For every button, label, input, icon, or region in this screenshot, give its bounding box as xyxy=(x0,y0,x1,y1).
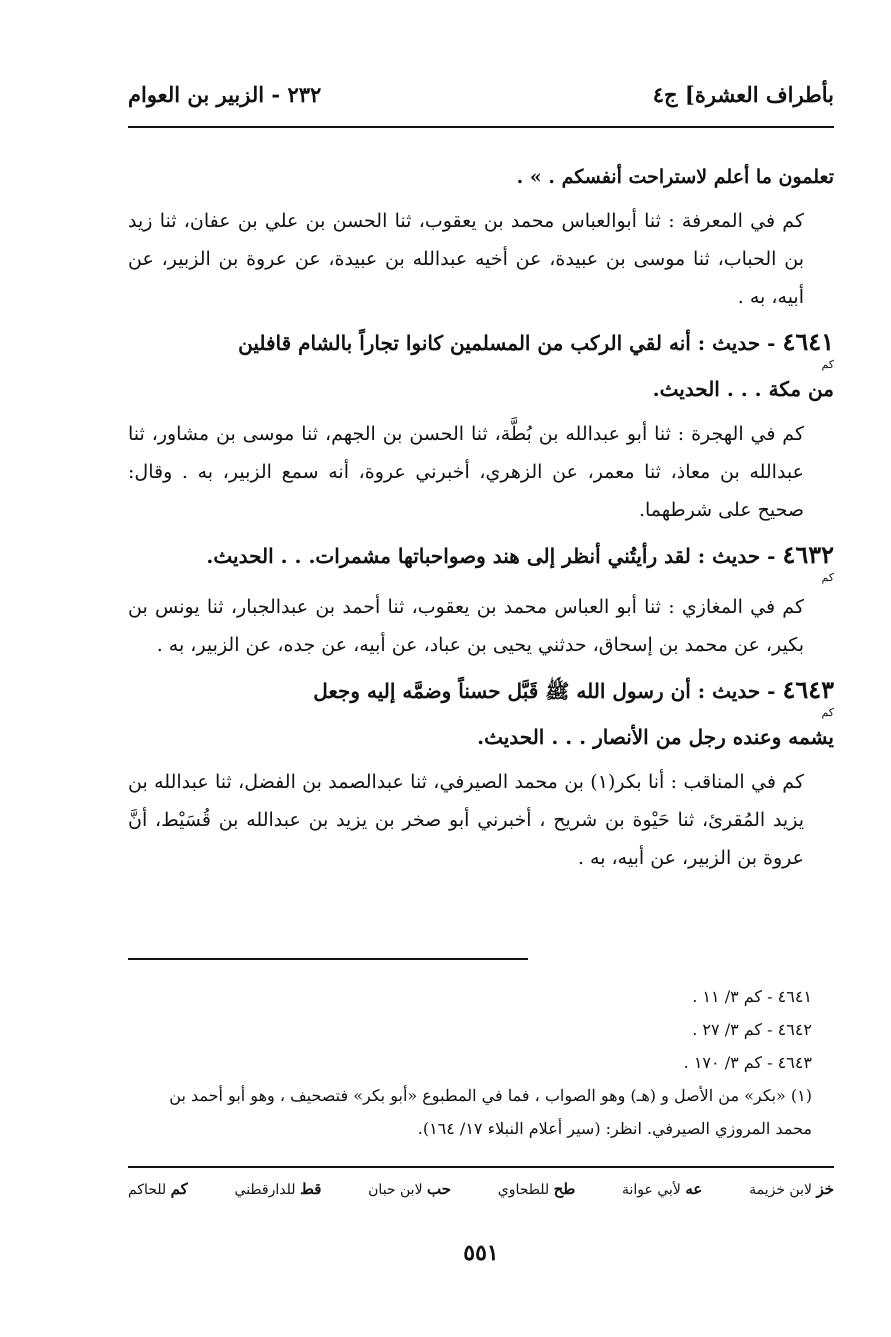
hadith-text: - حديث : أنه لقي الركب من المسلمين كانوا تجاراً بالشام قافلين xyxy=(238,331,776,355)
legend-item xyxy=(235,1180,322,1198)
footnote-line: ٤٦٤١ - كم ٣/ ١١ . xyxy=(692,987,812,1006)
legend-item xyxy=(749,1180,834,1198)
legend-label: لابن خزيمة xyxy=(749,1182,812,1198)
paragraph-3: كم في الهجرة : ثنا أبو عبدالله بن بُطَّة، ثنا الحسن بن الجهم، ثنا موسى بن مشاور، ثنا عبدالله بن معاذ، ثنا معمر، عن الزهري، أخبرني عروة، أنه سمع الزبير، به . وقال: صحيح على شرطهما. xyxy=(128,423,804,521)
legend-code: عه xyxy=(685,1180,703,1198)
footnote-line: ٤٦٤٢ - كم ٣/ ٢٧ . xyxy=(692,1020,812,1039)
legend-label: لأبي عوانة xyxy=(622,1182,681,1198)
legend-label: لابن حبان xyxy=(368,1182,423,1198)
footnote-line: ٤٦٤٣ - كم ٣/ ١٧٠ . xyxy=(683,1053,812,1072)
header-rule xyxy=(128,126,834,128)
paragraph-5: كم في المناقب : أنا بكر(١) بن محمد الصيرفي، ثنا عبدالصمد بن الفضل، ثنا عبدالله بن يزيد المُقرئ، ثنا حَيْوة بن شريح ، أخبرني أبو صخر بن يزيد بن عبدالله بن قُسَيْط، أنَّ عروة بن الزبير، عن أبيه، به . xyxy=(128,771,804,869)
legend-code: طح xyxy=(553,1180,576,1198)
legend-label: للحاكم xyxy=(128,1182,167,1198)
legend-code: حب xyxy=(427,1180,452,1198)
hadith-4641 xyxy=(128,322,834,409)
footnotes xyxy=(128,980,834,1145)
legend-label: للطحاوي xyxy=(497,1182,550,1198)
legend-code: قط xyxy=(299,1180,322,1198)
main-text xyxy=(128,158,834,883)
legend-code: كم xyxy=(170,1180,188,1198)
header-book-title: بأطراف العشرة] ج٤ xyxy=(652,82,834,107)
paragraph-1: تعلمون ما أعلم لاستراحت أنفسكم . » . xyxy=(516,166,834,188)
legend-label: للدارقطني xyxy=(234,1182,296,1198)
legend-item xyxy=(622,1180,702,1198)
hadith-4632 xyxy=(128,535,834,584)
legend-item xyxy=(368,1180,451,1198)
legend-item xyxy=(498,1180,575,1198)
hadith-text: - حديث : لقد رأيتُني أنظر إلى هند وصواحباتها مشمرات. . . الحديث. xyxy=(206,544,776,568)
hadith-number: ٤٦٤١ xyxy=(782,327,834,356)
hadith-text: - حديث : أن رسول الله ﷺ قَبَّل حسناً وضمَّه إليه وجعل xyxy=(313,679,776,703)
header-section-title: ٢٣٢ - الزبير بن العوام xyxy=(128,82,322,107)
source-code: كم xyxy=(821,358,834,371)
hadith-continuation: يشمه وعنده رجل من الأنصار . . . الحديث. xyxy=(477,725,834,749)
source-code: كم xyxy=(821,706,834,719)
source-code: كم xyxy=(821,571,834,584)
legend-item xyxy=(128,1180,188,1198)
footnote-rule xyxy=(128,958,528,960)
running-header xyxy=(128,82,834,122)
legend-code: خز xyxy=(816,1180,834,1198)
page-number: ٥٥١ xyxy=(463,1240,499,1266)
hadith-continuation: من مكة . . . الحديث. xyxy=(652,377,834,401)
page xyxy=(128,60,834,1320)
abbreviation-legend xyxy=(128,1180,834,1198)
hadith-number: ٤٦٤٣ xyxy=(782,675,834,704)
hadith-number: ٤٦٣٢ xyxy=(782,540,834,569)
hadith-4643 xyxy=(128,670,834,757)
paragraph-4: كم في المغازي : ثنا أبو العباس محمد بن يعقوب، ثنا أحمد بن عبدالجبار، ثنا يونس بن بكير، عن محمد بن إسحاق، حدثني يحيى بن عباد، عن أبيه، عن جده، عن الزبير، به . xyxy=(128,596,804,656)
legend-rule xyxy=(128,1166,834,1168)
footnote-note: (١) «بكر» من الأصل و (هـ) وهو الصواب ، فما في المطبوع «أبو بكر» فتصحيف ، وهو أبو أحمد بن محمد المروزي الصيرفي. انظر: (سير أعلام النبلاء ١٧/ ١٦٤). xyxy=(169,1086,812,1138)
paragraph-2: كم في المعرفة : ثنا أبوالعباس محمد بن يعقوب، ثنا الحسن بن علي بن عفان، ثنا زيد بن الحباب، ثنا موسى بن عبيدة، عن أخيه عبدالله بن عبيدة، عن عروة بن الزبير، عن أبيه، به . xyxy=(128,210,804,308)
